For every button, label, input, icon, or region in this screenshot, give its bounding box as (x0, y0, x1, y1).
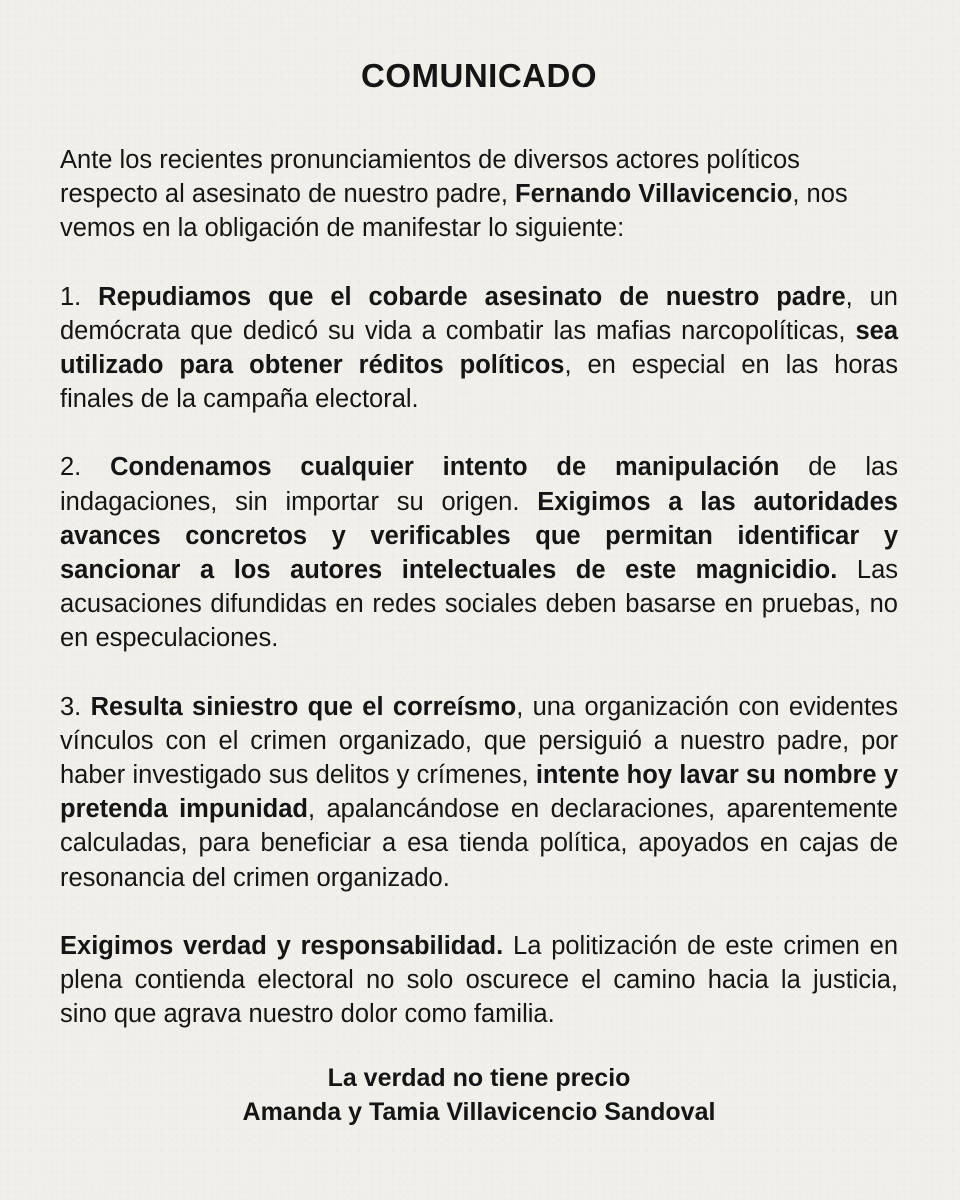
point-1-text-1: , un demócrata que dedicó su vida a combatir las mafias narcopolíticas, (60, 282, 898, 345)
intro-name: Fernando Villavicencio (515, 180, 793, 209)
point-2-text-2: Las acusaciones difundidas en redes sociales deben basarse en pruebas, no en especulaciones. (60, 556, 898, 653)
point-1-bold-2: sea utilizado para obtener réditos políticos (60, 316, 898, 380)
closing-bold: Exigimos verdad y responsabilidad. (60, 931, 504, 960)
point-3-bold-1: Resulta siniestro que el correísmo (90, 692, 517, 721)
point-1-text-2: , en especial en las horas finales de la campaña electoral. (60, 351, 898, 414)
intro-text-1: Ante los recientes pronunciamientos de diversos actores políticos respecto al asesinato de nuestro padre, (60, 146, 800, 209)
point-3-text-2: , apalancándose en declaraciones, aparentemente calculadas, para beneficiar a esa tienda política, apoyados en cajas de resonancia del crimen organizado. (60, 795, 898, 892)
page-title: COMUNICADO (361, 57, 597, 94)
point-2-text-1: de las indagaciones, sin importar su origen. (60, 453, 898, 516)
point-3-paragraph (60, 690, 898, 895)
point-1-number: 1. (60, 282, 99, 311)
intro-paragraph (60, 143, 898, 246)
closing-paragraph (60, 929, 898, 1032)
intro-text-2: , nos vemos en la obligación de manifestar lo siguiente: (60, 180, 848, 243)
point-1-paragraph (60, 280, 898, 417)
point-3-text-1: , una organización con evidentes vínculos con el crimen organizado, que persiguió a nuestro padre, por haber investigado sus delitos y crímenes, (60, 692, 898, 790)
point-3-number: 3. (60, 692, 91, 721)
point-3-bold-2: intente hoy lavar su nombre y pretenda impunidad (60, 761, 898, 824)
point-2-bold-1: Condenamos cualquier intento de manipulación (110, 453, 780, 482)
point-2-paragraph (60, 450, 898, 655)
signature-block (60, 1061, 898, 1129)
closing-text: La politización de este crimen en plena contienda electoral no solo oscurece el camino hacia la justicia, sino que agrava nuestro dolor como familia. (60, 931, 898, 1029)
signature-names: Amanda y Tamia Villavicencio Sandoval (242, 1098, 716, 1127)
point-2-bold-2: Exigimos a las autoridades avances concretos y verificables que permitan identificar y sancionar a los autores intelectuales de este magnicidio. (60, 487, 898, 585)
point-2-number: 2. (60, 453, 111, 482)
point-1-bold-1: Repudiamos que el cobarde asesinato de nuestro padre (98, 282, 846, 311)
signature-motto: La verdad no tiene precio (327, 1064, 631, 1093)
